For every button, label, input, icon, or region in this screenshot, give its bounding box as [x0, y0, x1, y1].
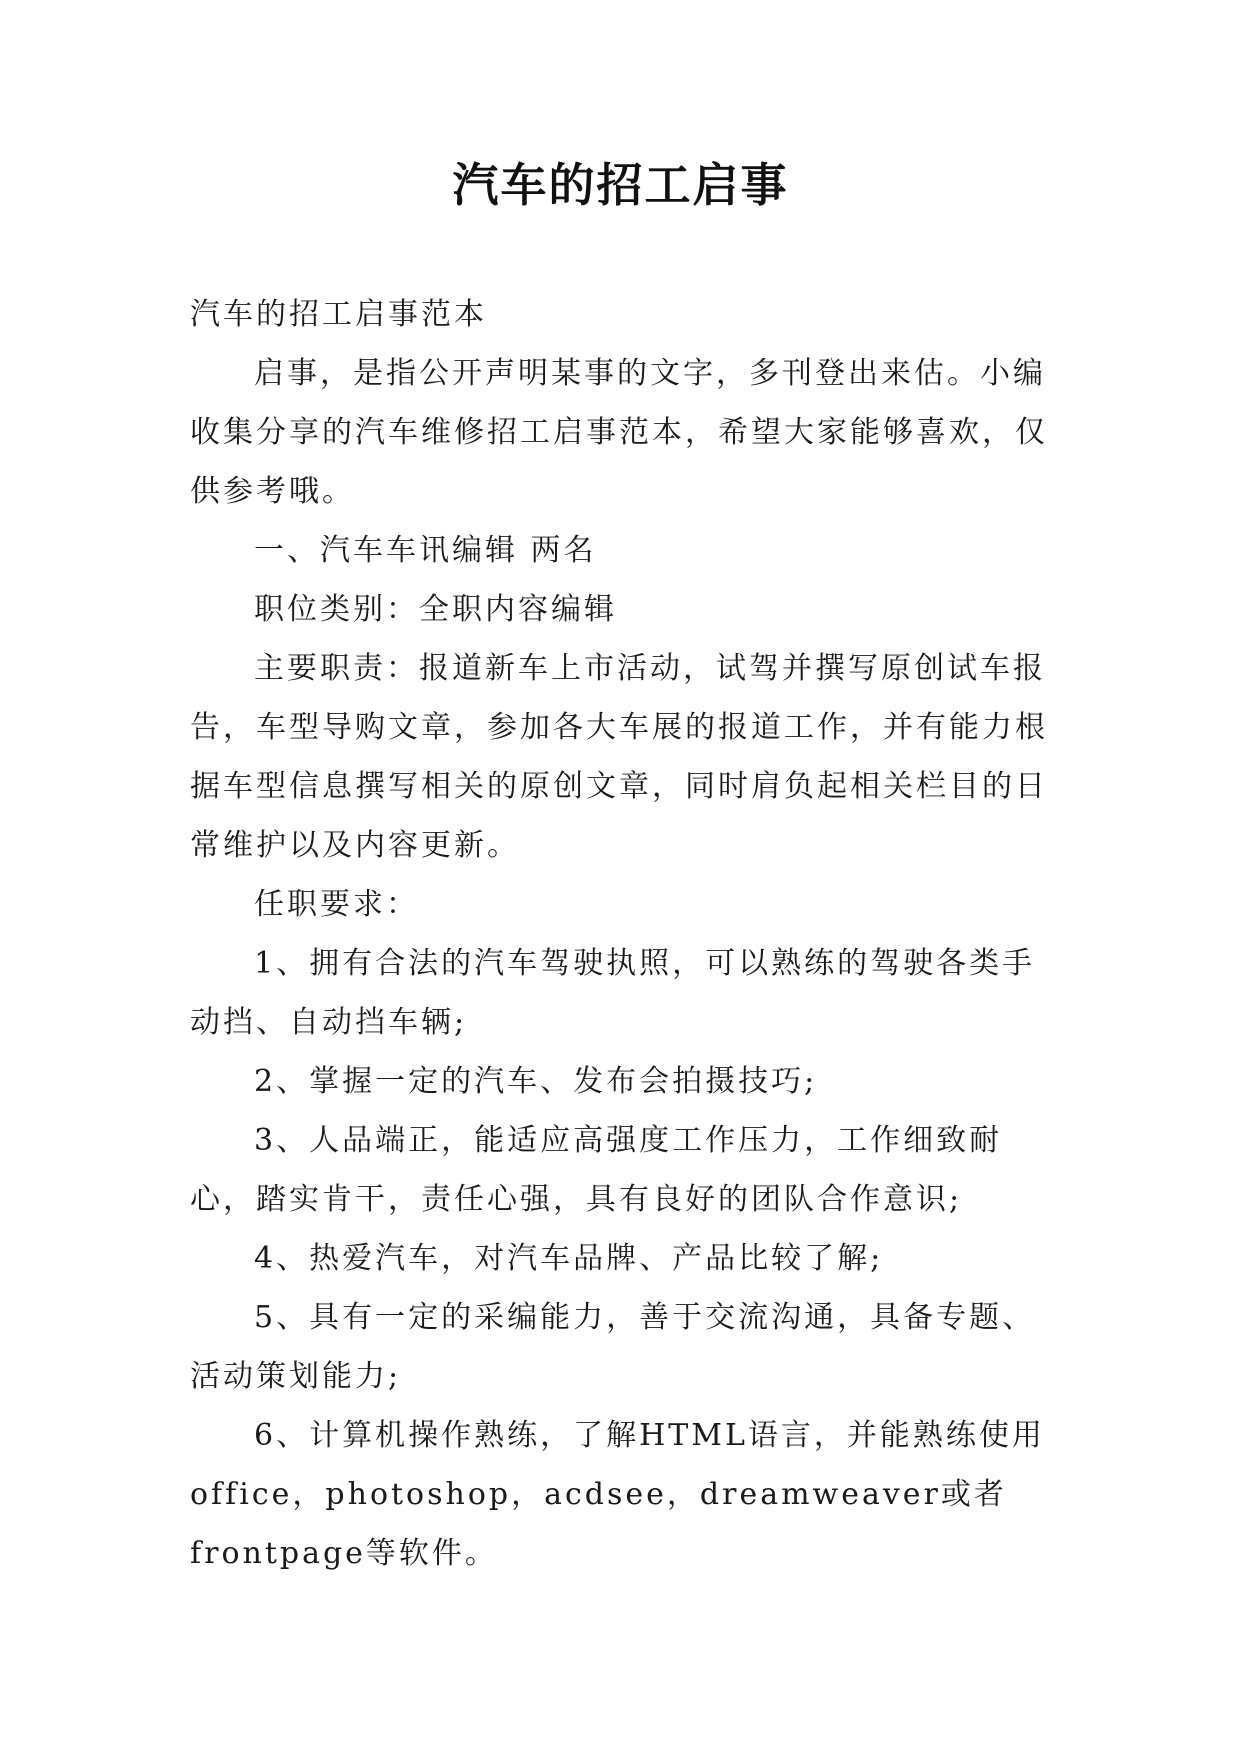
- paragraph-subtitle: 汽车的招工启事范本: [190, 297, 487, 332]
- paragraph-intro: 启事，是指公开声明某事的文字，多刊登出来估。小编收集分享的汽车维修招工启事范本，希望大家能够喜欢，仅供参考哦。: [190, 356, 1048, 509]
- document-body: [190, 285, 1050, 1583]
- requirement-item-1: 1、拥有合法的汽车驾驶执照，可以熟练的驾驶各类手动挡、自动挡车辆;: [190, 946, 1036, 1040]
- requirement-item-6: 6、计算机操作熟练，了解HTML语言，并能熟练使用office，photoshop，acdsee，dreamweaver或者frontpage等软件。: [190, 1418, 1045, 1571]
- paragraph-job-category: 职位类别：全职内容编辑: [254, 592, 617, 627]
- requirement-item-4: 4、热爱汽车，对汽车品牌、产品比较了解;: [254, 1241, 884, 1276]
- requirement-item-5: 5、具有一定的采编能力，善于交流沟通，具备专题、活动策划能力;: [190, 1300, 1036, 1394]
- document-title: 汽车的招工启事: [452, 158, 789, 212]
- paragraph-requirements-heading: 任职要求：: [254, 887, 419, 922]
- requirement-item-3: 3、人品端正，能适应高强度工作压力，工作细致耐心，踏实肯干，责任心强，具有良好的团队合作意识;: [190, 1123, 1003, 1217]
- paragraph-position: 一、汽车车讯编辑 两名: [254, 533, 597, 568]
- requirement-item-2: 2、掌握一定的汽车、发布会拍摄技巧;: [254, 1064, 818, 1099]
- paragraph-responsibilities: 主要职责：报道新车上市活动，试驾并撰写原创试车报告，车型导购文章，参加各大车展的报道工作，并有能力根据车型信息撰写相关的原创文章，同时肩负起相关栏目的日常维护以及内容更新。: [190, 651, 1048, 863]
